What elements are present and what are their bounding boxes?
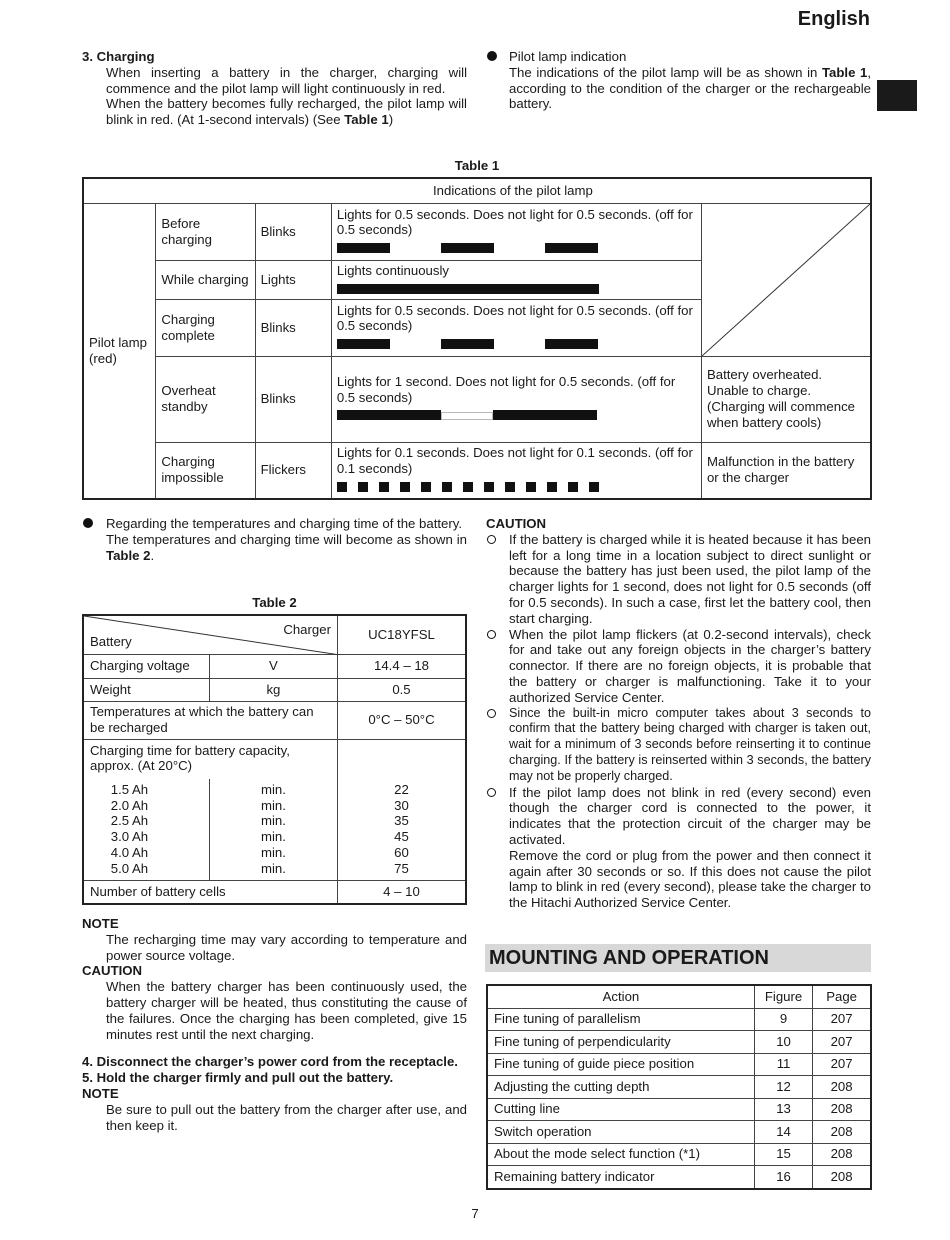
- section-tab-marker: [877, 80, 917, 111]
- blink-pattern-1s: [337, 408, 696, 424]
- unit-item: min.: [260, 813, 286, 829]
- step-5: 5. Hold the charger firmly and pull out the battery.: [82, 1070, 394, 1086]
- bullet-icon: [83, 518, 93, 528]
- caution-heading: CAUTION: [486, 516, 547, 531]
- caution-item: If the pilot lamp does not blink in red (every second) even though the charger cord is connected to the power, it indicates that the protection circuit of the charger may be activated.: [486, 785, 871, 848]
- language-label: English: [797, 8, 870, 30]
- circle-bullet-icon: [487, 788, 496, 797]
- mode-cell: Blinks: [255, 203, 331, 261]
- spec-value: 0°C – 50°C: [337, 701, 466, 739]
- charging-paragraph-1: When inserting a battery in the charger, charging will commence and the pilot lamp will light continuously in red.: [106, 64, 467, 96]
- diagonal-line: [702, 204, 870, 356]
- description-cell: [331, 300, 701, 356]
- pilot-lamp-paragraph: The indications of the pilot lamp will be as shown in Table 1, according to the condition of the charger or the rechargeable battery.: [509, 64, 871, 112]
- capacity-item: 3.0 Ah: [110, 829, 149, 845]
- capacity-item: 2.5 Ah: [110, 813, 149, 829]
- table-row: Fine tuning of perpendicularity 10 207: [487, 1031, 871, 1054]
- time-item: 60: [394, 845, 409, 861]
- charging-paragraph-2: When the battery becomes fully recharged, the pilot lamp will blink in red. (At 1-second intervals) (See Table 1): [106, 96, 467, 128]
- column-header: Figure: [754, 985, 812, 1008]
- charging-heading: 3. Charging: [82, 49, 155, 64]
- table-row: Switch operation 14 208: [487, 1121, 871, 1144]
- blink-pattern-0.5s: [337, 241, 696, 257]
- note-heading: NOTE: [82, 1085, 119, 1101]
- left-notes: [82, 916, 467, 1133]
- description-text: Lights for 1 second. Does not light for 0.5 seconds. (off for 0.5 seconds): [336, 373, 676, 405]
- mode-cell: Flickers: [255, 442, 331, 499]
- caution-heading: CAUTION: [82, 963, 143, 979]
- corner-label-charger: Charger: [283, 622, 331, 637]
- note-cell: Battery overheated. Unable to charge. (Charging will commence when battery cools): [701, 356, 871, 442]
- caution-text: When the battery charger has been continuously used, the battery charger will be heated, thus constituting the cause of the failures. Once the charging has been completed, give 15 minutes rest until the next charging.: [106, 979, 467, 1042]
- unit-item: min.: [260, 860, 286, 876]
- capacity-list: [83, 779, 209, 880]
- flicker-pattern: [337, 480, 696, 496]
- blink-pattern-0.5s: [337, 337, 696, 353]
- pilot-lamp-table: [82, 177, 872, 500]
- table1-header: Indications of the pilot lamp: [156, 178, 871, 203]
- temps-section: [106, 516, 467, 563]
- description-cell: [331, 203, 701, 261]
- corner-header-cell: [83, 615, 337, 654]
- column-header: Action: [487, 985, 754, 1008]
- mode-cell: Blinks: [255, 300, 331, 356]
- unit-item: min.: [260, 781, 286, 797]
- spec-label: Temperatures at which the battery can be recharged: [83, 701, 337, 739]
- spec-label: Weight: [83, 678, 209, 701]
- state-cell: Overheat standby: [156, 356, 255, 442]
- circle-bullet-icon: [487, 630, 496, 639]
- bullet-icon: [487, 51, 497, 61]
- spec-value: 14.4 – 18: [337, 654, 466, 678]
- description-cell: [331, 356, 701, 442]
- capacity-item: 1.5 Ah: [110, 781, 149, 797]
- spec-unit: V: [209, 654, 337, 678]
- state-cell: Charging impossible: [156, 442, 255, 499]
- state-cell: While charging: [156, 261, 255, 300]
- time-item: 75: [394, 860, 409, 876]
- spec-unit: kg: [209, 678, 337, 701]
- spec-label: Number of battery cells: [83, 880, 337, 904]
- caution-item: When the pilot lamp flickers (at 0.2-second intervals), check for and take out any foreign objects in the charger’s battery connector. If there are no foreign objects, it is probable that the battery or charger is malfunctioning. Take it to your authorized Service Center.: [486, 627, 871, 706]
- spec-value: 0.5: [337, 678, 466, 701]
- table2-caption: Table 2: [252, 595, 297, 610]
- unit-item: min.: [260, 797, 286, 813]
- table-row: Cutting line 13 208: [487, 1098, 871, 1121]
- caution-item: Since the built-in micro computer takes about 3 seconds to confirm that the battery being charged with charger is taken out, wait for a minimum of 3 seconds before reinserting it to continue charging. If the battery is reinserted within 3 seconds, the battery may not be properly charged.: [486, 706, 871, 785]
- time-item: 30: [394, 797, 409, 813]
- note-cell: Malfunction in the battery or the charger: [701, 442, 871, 499]
- description-cell: [331, 442, 701, 499]
- description-text: Lights continuously: [336, 262, 449, 278]
- description-text: Lights for 0.5 seconds. Does not light for 0.5 seconds. (off for 0.5 seconds): [336, 302, 693, 334]
- state-cell: Charging complete: [156, 300, 255, 356]
- page-number: 7: [471, 1206, 479, 1221]
- mode-cell: Lights: [255, 261, 331, 300]
- spec-value: 4 – 10: [337, 880, 466, 904]
- pilot-lamp-section: [509, 49, 871, 112]
- temps-paragraph-1: Regarding the temperatures and charging time of the battery.: [106, 516, 463, 531]
- table-row: Remaining battery indicator 16 208: [487, 1166, 871, 1189]
- caution-list: [486, 516, 871, 911]
- temps-paragraph-2: The temperatures and charging time will become as shown in Table 2.: [106, 531, 467, 563]
- corner-label-battery: Battery: [90, 633, 132, 649]
- mode-cell: Blinks: [255, 356, 331, 442]
- step-4: 4. Disconnect the charger’s power cord from the receptacle.: [82, 1054, 458, 1070]
- note-text: The recharging time may vary according to temperature and power source voltage.: [106, 931, 467, 963]
- diagonal-empty-cell: [701, 203, 871, 356]
- section-title-mounting: MOUNTING AND OPERATION: [485, 944, 871, 972]
- table-row: Fine tuning of parallelism 9 207: [487, 1008, 871, 1031]
- charging-section: [82, 49, 467, 128]
- unit-item: min.: [260, 829, 286, 845]
- circle-bullet-icon: [487, 535, 496, 544]
- description-cell: [331, 261, 701, 300]
- table-row: About the mode select function (*1) 15 208: [487, 1143, 871, 1166]
- model-cell: UC18YFSL: [337, 615, 466, 654]
- table-row: Adjusting the cutting depth 12 208: [487, 1076, 871, 1099]
- table-row: Fine tuning of guide piece position 11 207: [487, 1053, 871, 1076]
- mounting-table: [486, 984, 872, 1190]
- description-text: Lights for 0.1 seconds. Does not light for 0.1 seconds. (off for 0.1 seconds): [336, 445, 693, 476]
- spec-label: Charging time for battery capacity, approx. (At 20°C): [83, 739, 337, 779]
- continuous-pattern: [337, 282, 696, 298]
- description-text: Lights for 0.5 seconds. Does not light for 0.5 seconds. (off for 0.5 seconds): [336, 206, 693, 238]
- state-cell: Before charging: [156, 203, 255, 261]
- column-header: Page: [813, 985, 871, 1008]
- capacity-item: 2.0 Ah: [110, 797, 149, 813]
- time-item: 35: [394, 813, 409, 829]
- note-text: Be sure to pull out the battery from the charger after use, and then keep it.: [106, 1101, 467, 1133]
- note-heading: NOTE: [82, 916, 119, 931]
- unit-item: min.: [260, 845, 286, 861]
- capacity-item: 4.0 Ah: [110, 845, 149, 861]
- unit-list: [209, 779, 337, 880]
- spec-label: Charging voltage: [83, 654, 209, 678]
- time-list: [337, 779, 466, 880]
- caution-item: If the battery is charged while it is heated because it has been left for a long time in a location subject to direct sunlight or because the battery has just been used, the pilot lamp of the charger lights for 1 second, does not light for 0.5 seconds (off for 0.5 seconds). In such a case, first let the battery cool, then start charging.: [486, 532, 871, 627]
- charger-spec-table: [82, 614, 467, 905]
- capacity-item: 5.0 Ah: [110, 860, 149, 876]
- circle-bullet-icon: [487, 709, 496, 718]
- time-item: 22: [394, 781, 409, 797]
- table1-caption: Table 1: [454, 158, 500, 173]
- caution-item-continued: Remove the cord or plug from the power and then connect it again after 30 seconds or so. If this does not cause the pilot lamp to blink in red (every second), please take the charger to the Hitachi Authorized Service Center.: [509, 847, 871, 911]
- pilot-lamp-title: Pilot lamp indication: [509, 49, 627, 64]
- row-label-pilot-lamp: Pilot lamp (red): [83, 203, 156, 499]
- time-item: 45: [394, 829, 409, 845]
